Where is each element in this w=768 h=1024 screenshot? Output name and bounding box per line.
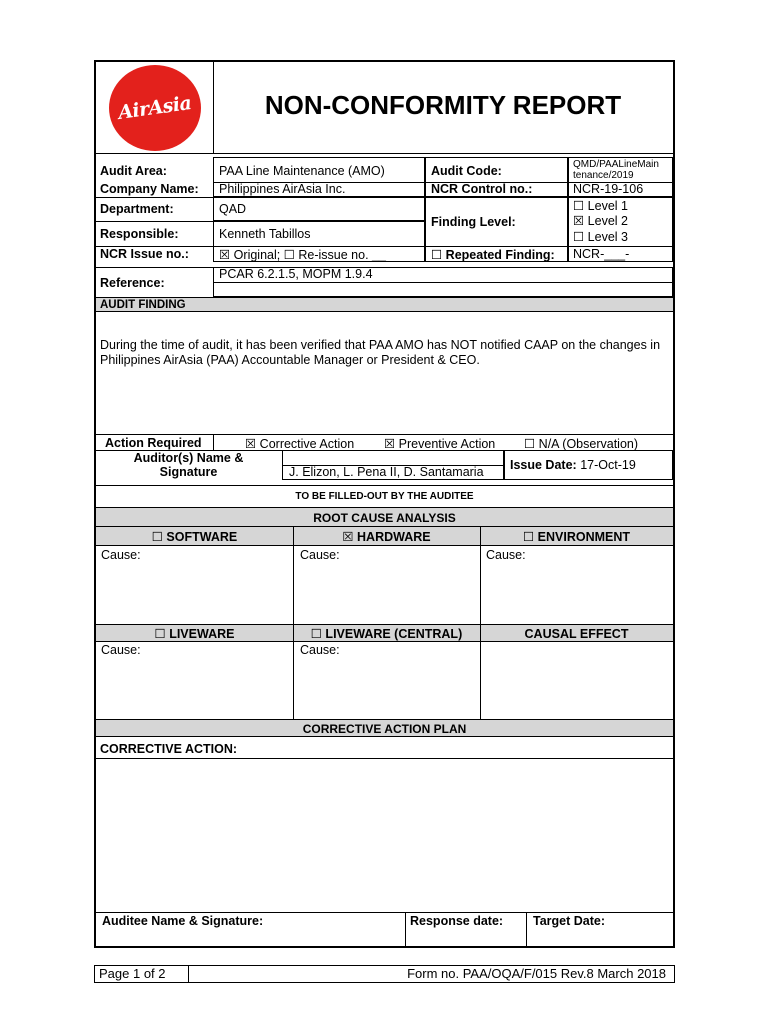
ncr-control-label: NCR Control no.: bbox=[431, 182, 533, 196]
report-page bbox=[94, 60, 675, 948]
liveware-central-checkbox[interactable]: ☐ LIVEWARE (CENTRAL) bbox=[310, 627, 463, 641]
auditee-signature-label: Auditee Name & Signature: bbox=[102, 914, 264, 928]
audit-code-value: QMD/PAALineMain tenance/2019 bbox=[573, 159, 659, 181]
company-value: Philippines AirAsia Inc. bbox=[219, 182, 346, 196]
reference-value: PCAR 6.2.1.5, MOPM 1.9.4 bbox=[219, 267, 373, 281]
auditors-label: Auditor(s) Name & Signature bbox=[133, 451, 244, 479]
page-number: Page 1 of 2 bbox=[99, 966, 166, 981]
company-label: Company Name: bbox=[100, 182, 199, 196]
auditors-value: J. Elizon, L. Pena II, D. Santamaria bbox=[289, 465, 484, 479]
corrective-action-checkbox[interactable]: ☒ Corrective Action bbox=[245, 436, 355, 451]
issue-date-value: 17-Oct-19 bbox=[580, 458, 636, 472]
rca-header: ROOT CAUSE ANALYSIS bbox=[313, 510, 456, 525]
department-value: QAD bbox=[219, 202, 247, 216]
level2-checkbox[interactable]: ☒ Level 2 bbox=[573, 214, 628, 228]
page-footer bbox=[94, 965, 675, 983]
issue-date bbox=[510, 450, 636, 480]
issue-date-label: Issue Date: bbox=[510, 458, 577, 472]
liveware-checkbox[interactable]: ☐ LIVEWARE bbox=[154, 627, 235, 641]
audit-finding-text: During the time of audit, it has been verified that PAA AMO has NOT notified CAAP on the changes in Philippines AirAsia (PAA) Accountable Manager or President & CEO. bbox=[100, 338, 661, 367]
responsible-label: Responsible: bbox=[100, 227, 179, 241]
reference-label: Reference: bbox=[100, 276, 165, 290]
audit-code-label: Audit Code: bbox=[431, 164, 502, 178]
airasia-logo: AirAsia bbox=[109, 65, 201, 151]
audit-finding-header: AUDIT FINDING bbox=[100, 298, 186, 311]
environment-cause-label: Cause: bbox=[486, 548, 526, 562]
action-required-label: Action Required bbox=[105, 436, 202, 450]
level3-checkbox[interactable]: ☐ Level 3 bbox=[573, 230, 628, 244]
software-checkbox[interactable]: ☐ SOFTWARE bbox=[151, 530, 238, 544]
hardware-checkbox[interactable]: ☒ HARDWARE bbox=[342, 530, 431, 544]
audit-area-label: Audit Area: bbox=[100, 164, 167, 178]
report-header bbox=[96, 62, 673, 153]
department-label: Department: bbox=[100, 202, 174, 216]
level1-checkbox[interactable]: ☐ Level 1 bbox=[573, 199, 628, 213]
hardware-cause-label: Cause: bbox=[300, 548, 340, 562]
repeated-finding-label[interactable]: ☐ Repeated Finding: bbox=[431, 247, 555, 262]
response-date-label: Response date: bbox=[410, 914, 504, 928]
ncr-control-value: NCR-19-106 bbox=[573, 182, 644, 196]
finding-level-label: Finding Level: bbox=[431, 215, 516, 229]
form-number: Form no. PAA/OQA/F/015 Rev.8 March 2018 bbox=[407, 966, 666, 981]
ncr-issue-label: NCR Issue no.: bbox=[100, 247, 189, 261]
preventive-action-checkbox[interactable]: ☒ Preventive Action bbox=[384, 436, 496, 451]
repeated-finding-value: NCR-___- bbox=[573, 247, 630, 261]
auditee-banner: TO BE FILLED-OUT BY THE AUDITEE bbox=[295, 490, 474, 502]
cap-header: CORRECTIVE ACTION PLAN bbox=[302, 721, 467, 736]
liveware-central-cause-label: Cause: bbox=[300, 643, 340, 657]
na-observation-checkbox[interactable]: ☐ N/A (Observation) bbox=[524, 436, 639, 451]
ncr-issue-value[interactable]: ☒ Original; ☐ Re-issue no. __ bbox=[219, 247, 386, 262]
audit-area-value: PAA Line Maintenance (AMO) bbox=[219, 164, 385, 178]
environment-checkbox[interactable]: ☐ ENVIRONMENT bbox=[522, 530, 631, 544]
target-date-label: Target Date: bbox=[533, 914, 606, 928]
software-cause-label: Cause: bbox=[101, 548, 141, 562]
causal-effect-header: CAUSAL EFFECT bbox=[524, 626, 629, 641]
liveware-cause-label: Cause: bbox=[101, 643, 141, 657]
corrective-action-label: CORRECTIVE ACTION: bbox=[100, 741, 238, 756]
page-title: NON-CONFORMITY REPORT bbox=[264, 90, 622, 120]
responsible-value: Kenneth Tabillos bbox=[219, 227, 311, 241]
